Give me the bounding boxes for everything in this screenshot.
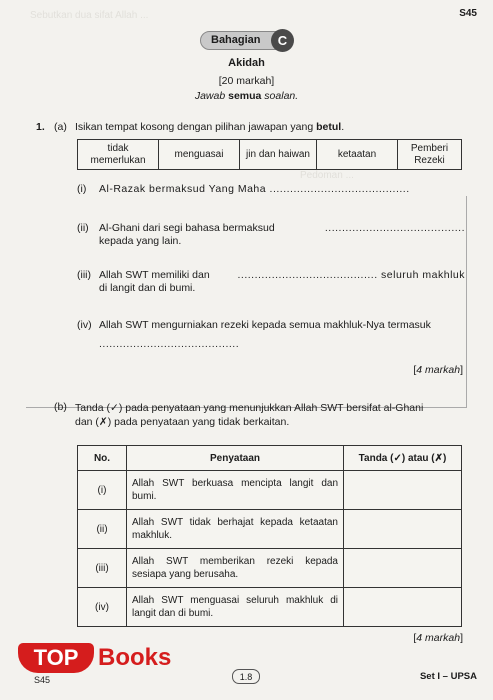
table-row xyxy=(78,510,462,549)
item-number: (ii) xyxy=(77,222,89,234)
section-badge xyxy=(200,31,292,50)
page-code: S45 xyxy=(459,8,477,19)
row-statement: Allah SWT menguasai seluruh makhluk di langit dan di bumi. xyxy=(127,588,344,627)
section-title: Akidah xyxy=(228,57,265,69)
statement-table xyxy=(77,445,462,627)
show-through-text: Pedoman ... xyxy=(300,170,354,181)
question-number: 1. xyxy=(36,121,45,133)
page-number: 1.8 xyxy=(232,669,260,684)
option-cell: tidak memerlukan xyxy=(78,140,159,170)
row-number: (iii) xyxy=(78,549,127,588)
topbooks-logo xyxy=(12,641,190,697)
part-a-marks: [4 markah] xyxy=(413,364,463,376)
fill-blank-item[interactable]: Allah SWT mengurniakan rezeki kepada semua makhluk-Nya termasuk ......................................... xyxy=(99,319,431,350)
section-label: Bahagian xyxy=(211,34,261,46)
row-number: (ii) xyxy=(78,510,127,549)
answer-cell[interactable] xyxy=(344,471,462,510)
option-cell: Pemberi Rezeki xyxy=(398,140,462,170)
logo-books: Books xyxy=(98,644,172,671)
logo-code: S45 xyxy=(34,675,51,685)
table-row xyxy=(78,471,462,510)
show-through-text: Sebutkan dua sifat Allah ... xyxy=(30,10,149,21)
row-statement: Allah SWT memberikan rezeki kepada sesiapa yang berusaha. xyxy=(127,549,344,588)
fill-blank-item[interactable]: Al-Razak bermaksud Yang Maha ......................................... xyxy=(99,183,410,195)
fill-blank-item[interactable]: Al-Ghani dari segi bahasa bermaksud ......................................... kepada yang lain. xyxy=(99,222,465,247)
part-b-marks: [4 markah] xyxy=(413,632,463,644)
logo-top: TOP xyxy=(18,643,94,673)
row-number: (i) xyxy=(78,471,127,510)
instruction: Jawab semua soalan. xyxy=(194,90,299,102)
header-no: No. xyxy=(78,446,127,471)
section-letter: C xyxy=(271,29,294,52)
part-a-label: (a) xyxy=(54,121,67,133)
row-statement: Allah SWT tidak berhajat kepada ketaatan makhluk. xyxy=(127,510,344,549)
table-row xyxy=(78,588,462,627)
part-b-label: (b) xyxy=(54,401,67,413)
row-number: (iv) xyxy=(78,588,127,627)
options-table xyxy=(77,139,462,170)
total-marks: [20 markah] xyxy=(218,75,275,87)
header-statement: Penyataan xyxy=(127,446,344,471)
item-number: (iii) xyxy=(77,269,91,281)
fill-blank-item[interactable]: Allah SWT memiliki dan ......................................... seluruh makhluk di langit dan di bumi. xyxy=(99,269,465,294)
answer-cell[interactable] xyxy=(344,588,462,627)
part-b-text: Tanda (✓) pada penyataan yang menunjukkan Allah SWT bersifat al-Ghani dan (✗) pada penyataan yang tidak berkaitan. xyxy=(75,402,424,428)
option-cell: menguasai xyxy=(159,140,240,170)
set-label: Set I – UPSA xyxy=(419,671,477,682)
part-a-text: Isikan tempat kosong dengan pilihan jawapan yang betul. xyxy=(75,121,345,133)
option-cell: ketaatan xyxy=(317,140,398,170)
item-number: (i) xyxy=(77,183,87,195)
header-mark: Tanda (✓) atau (✗) xyxy=(344,446,462,471)
row-statement: Allah SWT berkuasa mencipta langit dan bumi. xyxy=(127,471,344,510)
answer-cell[interactable] xyxy=(344,549,462,588)
answer-cell[interactable] xyxy=(344,510,462,549)
item-number: (iv) xyxy=(77,319,92,331)
table-row xyxy=(78,549,462,588)
option-cell: jin dan haiwan xyxy=(240,140,317,170)
